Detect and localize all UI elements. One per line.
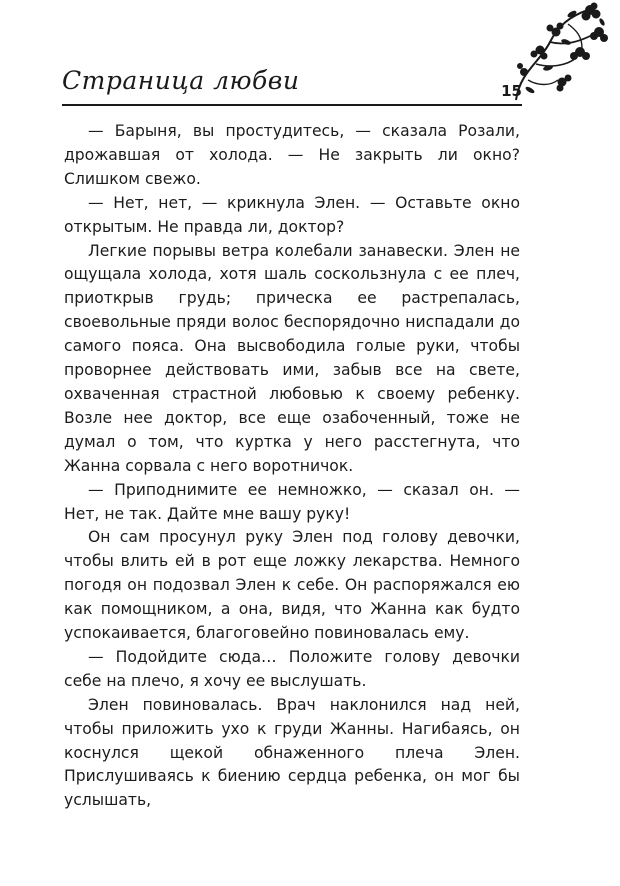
paragraph: Он сам просунул руку Элен под голову девочки, чтобы влить ей в рот еще ложку лекарства. Немного погодя он подозвал Элен к себе. Он распоряжался ею как помощником, а она, видя, что Жанна как будто успокаивается, благоговейно повиновалась ему. <box>64 528 520 643</box>
paragraph: — Подойдите сюда… Положите голову девочки себе на плечо, я хочу ее выслушать. <box>64 647 520 690</box>
paragraph: — Нет, нет, — крикнула Элен. — Оставьте окно открытым. Не правда ли, доктор? <box>64 193 520 236</box>
running-title: Страница любви <box>62 66 300 95</box>
paragraph: — Приподнимите ее немножко, — сказал он. — Нет, не так. Дайте мне вашу руку! <box>64 480 520 523</box>
paragraph: — Барыня, вы простудитесь, — сказала Розали, дрожавшая от холода. — Не закрыть ли окно? Слишком свежо. <box>64 122 520 188</box>
body-text <box>64 120 520 813</box>
paragraph: Элен повиновалась. Врач наклонился над ней, чтобы приложить ухо к груди Жанны. Нагибаясь, он коснулся щекой обнаженного плеча Элен. Прислушиваясь к биению сердца ребенка, он мог бы услышать, <box>64 695 520 810</box>
header-rule <box>62 104 522 106</box>
floral-ornament-icon <box>510 2 608 106</box>
page-number: 15 <box>501 82 522 100</box>
running-header <box>62 66 522 106</box>
paragraph: Легкие порывы ветра колебали занавески. Элен не ощущала холода, хотя шаль соскользнула с ее плеч, приоткрыв грудь; прическа ее растрепалась, своевольные пряди волос беспорядочно ниспадали до самого пояса. Она высвободила голые руки, чтобы проворнее действовать ими, забыв все на свете, охваченная страстной любовью к своему ребенку. Возле нее доктор, все еще озабоченный, тоже не думал о том, что куртка у него расстегнута, что Жанна сорвала с него воротничок. <box>64 241 520 475</box>
